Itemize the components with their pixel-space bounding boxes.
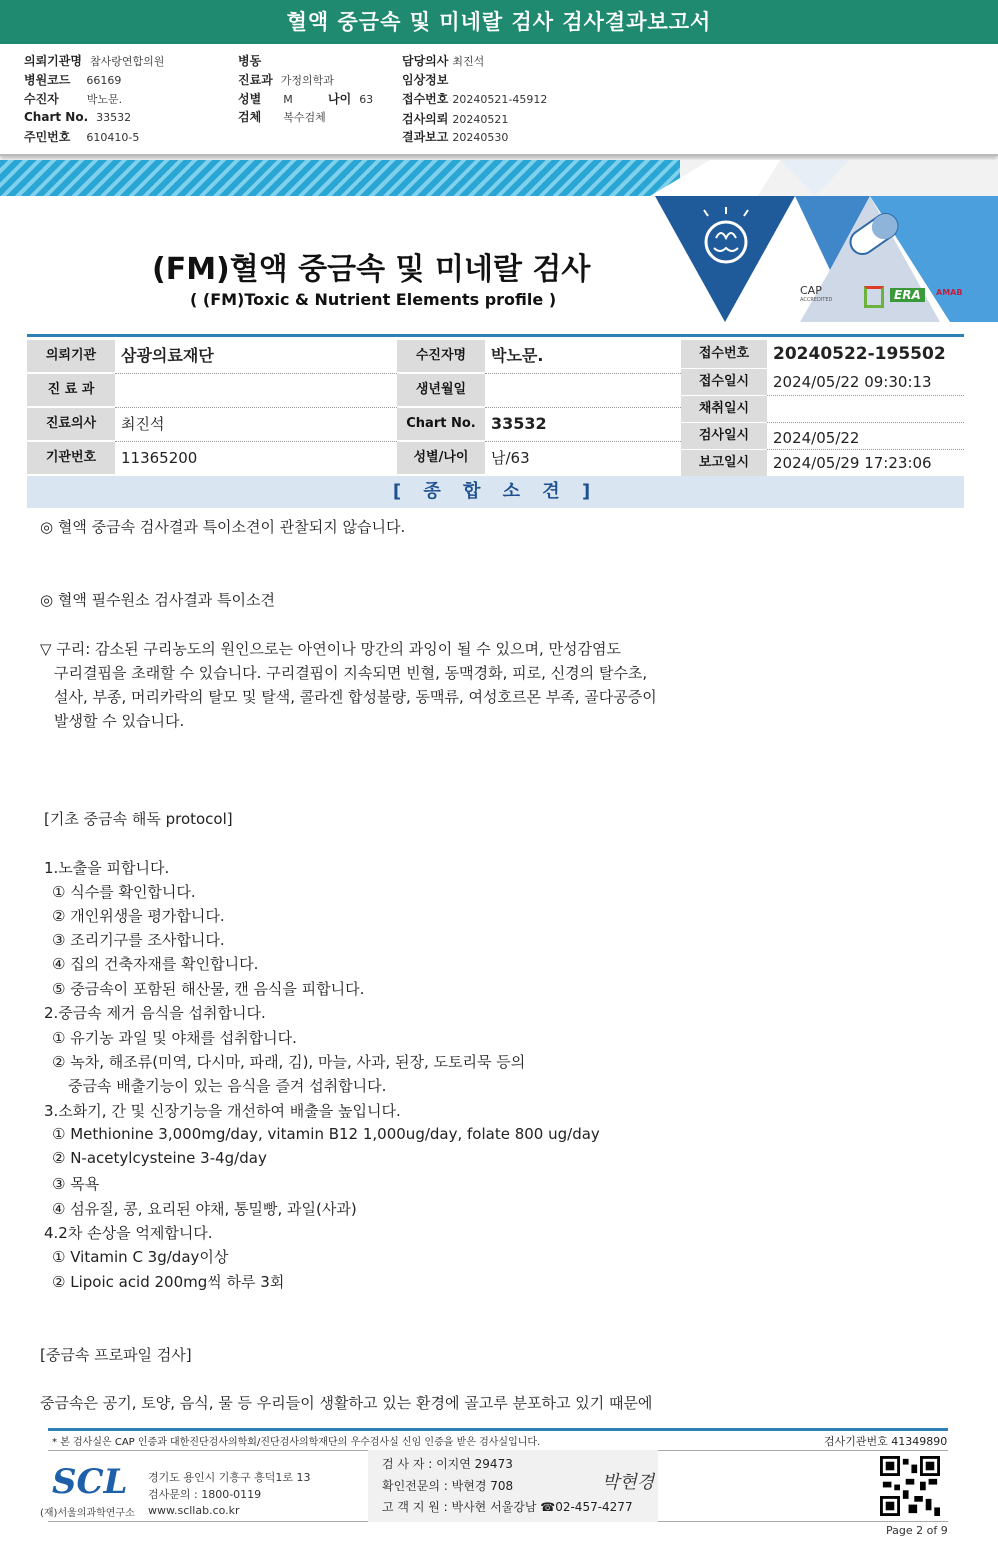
label-institution: 의뢰기관 xyxy=(27,340,115,372)
label-receipt-date: 접수일시 xyxy=(681,369,767,395)
protocol-item: ② N-acetylcysteine 3-4g/day xyxy=(52,1149,267,1167)
value-receipt-no: 20240522-195502 xyxy=(773,344,946,364)
protocol-item: ④ 섬유질, 콩, 요리된 야채, 통밀빵, 과일(사과) xyxy=(52,1200,357,1218)
label-birth: 생년월일 xyxy=(397,374,485,406)
label-collect-date: 채취일시 xyxy=(681,396,767,422)
protocol-step: 2.중금속 제거 음식을 섭취합니다. xyxy=(44,1004,266,1022)
row-divider xyxy=(767,422,964,423)
protocol-item: ⑤ 중금속이 포함된 해산물, 캔 음식을 피합니다. xyxy=(52,980,365,998)
value-sex-age: 남/63 xyxy=(491,449,530,467)
cap-logo: CAP ACCREDITED xyxy=(800,284,833,303)
tester-name: 검 사 자 : 이지연 29473 xyxy=(382,1457,513,1471)
value-inst-no: 11365200 xyxy=(121,449,198,467)
protocol-item: ③ 목욕 xyxy=(52,1175,100,1193)
physician-signature: 박현경 xyxy=(602,1472,655,1493)
customer-support: 고 객 지 원 : 박사현 서울강남 ☎02-457-4277 xyxy=(382,1500,633,1514)
label-inst-no: 기관번호 xyxy=(27,442,115,474)
summary-heading: [ 종 합 소 견 ] xyxy=(27,476,964,508)
copper-note-line: 발생할 수 있습니다. xyxy=(54,712,185,730)
finding-essential-elements: ◎ 혈액 필수원소 검사결과 특이소견 xyxy=(40,591,276,609)
row-divider xyxy=(115,441,397,442)
info-resident-no: 주민번호 610410-5 xyxy=(24,130,140,144)
page-number: Page 2 of 9 xyxy=(886,1524,948,1537)
protocol-item: 중금속 배출기능이 있는 음식을 즐겨 섭취합니다. xyxy=(68,1077,387,1095)
info-hospital-code: 병원코드 66169 xyxy=(24,73,122,87)
info-doctor: 담당의사 최진석 xyxy=(402,54,485,68)
copper-note-line: 설사, 부종, 머리카락의 탈모 및 탈색, 콜라겐 합성불량, 동맥류, 여성호르몬 부족, 골다공증이 xyxy=(54,688,657,706)
info-age: 나이 63 xyxy=(328,92,374,106)
row-divider xyxy=(767,449,964,450)
finding-heavy-metal: ◎ 혈액 중금속 검사결과 특이소견이 관찰되지 않습니다. xyxy=(40,518,406,536)
protocol-item: ① 식수를 확인합니다. xyxy=(52,883,196,901)
scl-logo: SCL xyxy=(52,1462,128,1502)
row-divider xyxy=(115,407,397,408)
protocol-item: ③ 조리기구를 조사합니다. xyxy=(52,931,225,949)
patient-info-table xyxy=(27,334,964,474)
protocol-step: 3.소화기, 간 및 신장기능을 개선하여 배출을 높입니다. xyxy=(44,1102,401,1120)
info-ward: 병동 xyxy=(238,54,262,68)
protocol-item: ① 유기농 과일 및 야채를 섭취합니다. xyxy=(52,1029,297,1047)
value-test-date: 2024/05/22 xyxy=(773,429,860,447)
row-divider xyxy=(485,441,681,442)
value-doctor: 최진석 xyxy=(121,415,165,433)
report-banner-title: 혈액 중금속 및 미네랄 검사 검사결과보고서 xyxy=(0,0,998,44)
label-dept: 진 료 과 xyxy=(27,374,115,406)
value-report-date: 2024/05/29 17:23:06 xyxy=(773,454,932,472)
row-divider xyxy=(115,373,397,374)
info-request: 검사의뢰 20240521 xyxy=(402,112,509,126)
protocol-item: ④ 집의 건축자재를 확인합니다. xyxy=(52,955,259,973)
protocol-step: 4.2차 손상을 억제합니다. xyxy=(44,1224,213,1242)
label-chart: Chart No. xyxy=(397,408,485,440)
report-subtitle: ( (FM)Toxic & Nutrient Elements profile ) xyxy=(190,290,557,309)
value-receipt-date: 2024/05/22 09:30:13 xyxy=(773,373,932,391)
profile-description: 중금속은 공기, 토양, 음식, 물 등 우리들이 생활하고 있는 환경에 골고루 분포하고 있기 때문에 xyxy=(40,1394,653,1412)
protocol-item: ① Methionine 3,000mg/day, vitamin B12 1,000ug/day, folate 800 ug/day xyxy=(52,1125,600,1143)
protocol-item: ② 개인위생을 평가합니다. xyxy=(52,907,225,925)
info-specimen: 검체 복수검체 xyxy=(238,110,326,124)
protocol-item: ② Lipoic acid 200mg씩 하루 3회 xyxy=(52,1273,285,1291)
row-divider xyxy=(767,395,964,396)
footer-divider xyxy=(48,1428,948,1431)
value-institution: 삼광의료재단 xyxy=(121,346,214,365)
info-report: 결과보고 20240530 xyxy=(402,130,509,144)
label-patient: 수진자명 xyxy=(397,340,485,372)
inquiry-phone: 검사문의 : 1800-0119 xyxy=(148,1488,262,1501)
label-receipt-no: 접수번호 xyxy=(681,340,767,368)
info-institution-name: 의뢰기관명 참사랑연합의원 xyxy=(24,54,165,68)
info-receipt-no: 접수번호 20240521-45912 xyxy=(402,92,548,106)
lm-logo xyxy=(864,286,884,308)
address: 경기도 용인시 기흥구 흥덕1로 13 xyxy=(148,1471,311,1484)
amab-logo: AMAB xyxy=(936,288,963,297)
qr-code-icon xyxy=(880,1456,940,1516)
info-chart-no: Chart No. 33532 xyxy=(24,110,132,124)
accreditation-logos xyxy=(796,284,966,312)
info-patient: 수진자 박노문. xyxy=(24,92,123,106)
copper-note-line: 구리결핍을 초래할 수 있습니다. 구리결핍이 지속되면 빈혈, 동맥경화, 피로, 신경의 탈수초, xyxy=(54,664,648,682)
label-test-date: 검사일시 xyxy=(681,423,767,449)
confirming-physician: 확인전문의 : 박현경 708 xyxy=(382,1479,514,1493)
top-info-panel xyxy=(0,44,998,156)
report-title: (FM)혈액 중금속 및 미네랄 검사 xyxy=(152,252,591,287)
row-divider xyxy=(485,407,681,408)
protocol-step: 1.노출을 피합니다. xyxy=(44,859,170,877)
website-link[interactable]: www.scllab.co.kr xyxy=(148,1504,240,1517)
row-divider xyxy=(485,373,681,374)
info-clinical: 임상정보 xyxy=(402,73,449,87)
label-doctor: 진료의사 xyxy=(27,408,115,440)
value-chart: 33532 xyxy=(491,414,547,433)
era-logo: ERA xyxy=(890,288,925,302)
protocol-heading: [기초 중금속 해독 protocol] xyxy=(44,810,233,828)
value-patient: 박노문. xyxy=(491,346,544,365)
profile-heading: [중금속 프로파일 검사] xyxy=(40,1346,192,1364)
accreditation-note: * 본 검사실은 CAP 인증과 대한진단검사의학회/진단검사의학재단의 우수검사실 신임 인증을 받은 검사실입니다. xyxy=(52,1437,541,1448)
info-department: 진료과 가정의학과 xyxy=(238,73,334,87)
header-stripes xyxy=(0,160,680,196)
scl-name: (재)서울의과학연구소 xyxy=(40,1508,135,1519)
label-report-date: 보고일시 xyxy=(681,450,767,476)
protocol-item: ① Vitamin C 3g/day이상 xyxy=(52,1248,229,1266)
institution-number: 검사기관번호 41349890 xyxy=(824,1435,948,1448)
copper-note-line: ▽ 구리: 감소된 구리농도의 원인으로는 아연이나 망간의 과잉이 될 수 있으며, 만성감염도 xyxy=(40,640,621,658)
info-sex: 성별 M xyxy=(238,92,293,106)
label-sex-age: 성별/나이 xyxy=(397,442,485,474)
protocol-item: ② 녹차, 해조류(미역, 다시마, 파래, 김), 마늘, 사과, 된장, 도토리묵 등의 xyxy=(52,1053,526,1071)
